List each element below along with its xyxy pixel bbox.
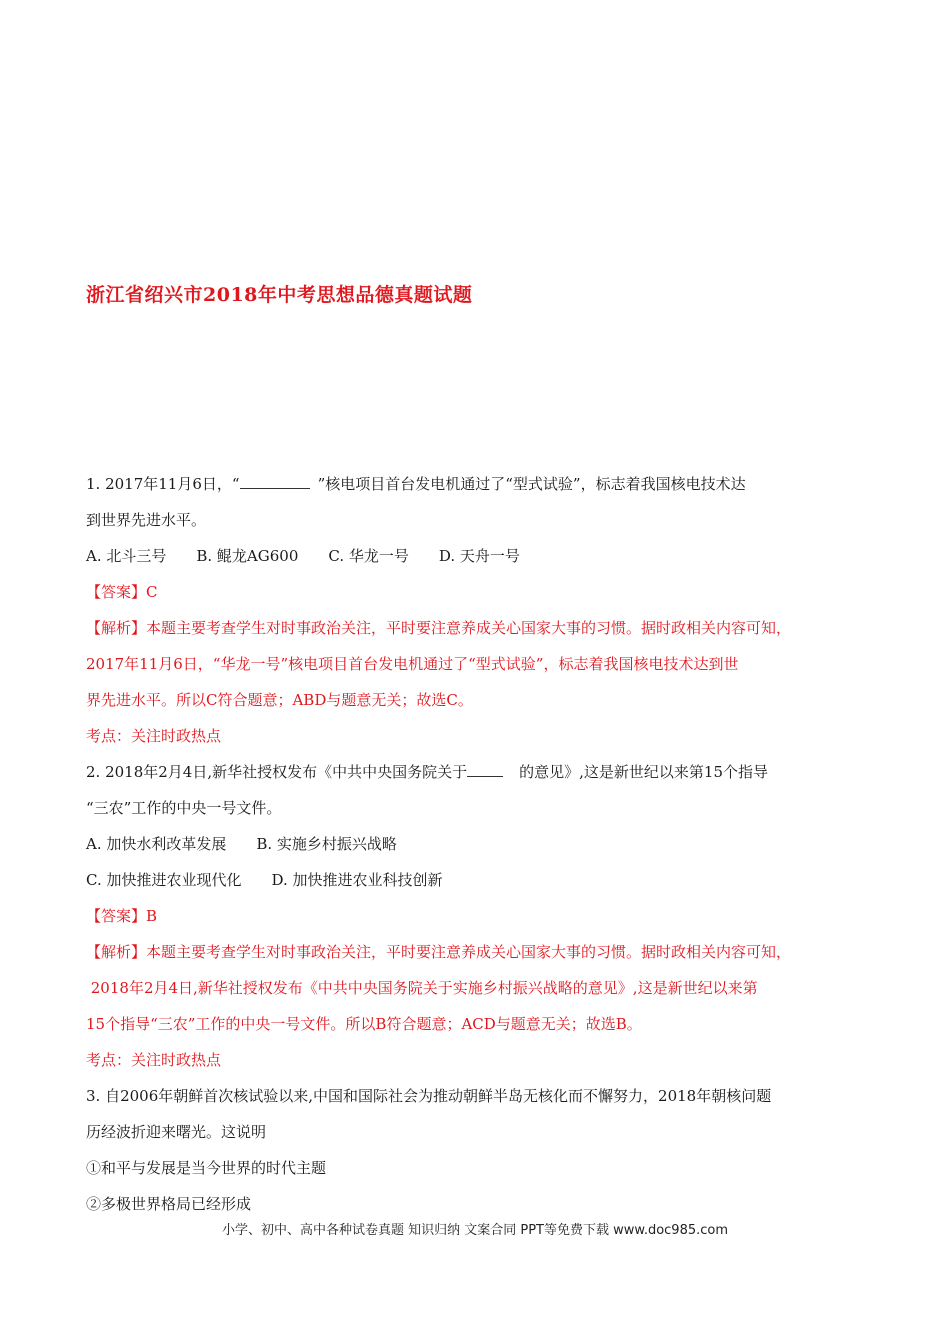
q1-line-1 (86, 466, 876, 502)
q1-option-a: A. 北斗三号 (86, 547, 167, 565)
q1-analysis-3: 界先进水平。所以C符合题意；ABD与题意无关；故选C。 (86, 691, 473, 709)
q2-option-b: B. 实施乡村振兴战略 (256, 835, 397, 853)
q2-point: 考点：关注时政热点 (86, 1051, 222, 1069)
q1-analysis-2: 2017年11月6日，“华龙一号”核电项目首台发电机通过了“型式试验”，标志着我国核电技术达到世 (86, 655, 739, 673)
q1-option-c: C. 华龙一号 (328, 547, 409, 565)
q1-point: 考点：关注时政热点 (86, 727, 222, 745)
q2-answer: 【答案】B (86, 907, 158, 925)
q3-item-1: ①和平与发展是当今世界的时代主题 (86, 1159, 327, 1177)
q3-line-1: 3. 自2006年朝鲜首次核试验以来,中国和国际社会为推动朝鲜半岛无核化而不懈努力，2018年朝核问题 (86, 1087, 772, 1105)
q1-analysis-1: 【解析】本题主要考查学生对时事政治关注，平时要注意养成关心国家大事的习惯。据时政相关内容可知， (86, 619, 792, 637)
q1-line-2: 到世界先进水平。 (86, 511, 207, 529)
q2-option-a: A. 加快水利改革发展 (86, 835, 227, 853)
q2-text-b: 的意见》,这是新世纪以来第15个指导 (519, 763, 768, 781)
q1-options (86, 538, 876, 574)
document-title: 浙江省绍兴市2018年中考思想品德真题试题 (86, 284, 473, 306)
q2-blank (467, 762, 503, 777)
q2-analysis-2: 2018年2月4日,新华社授权发布《中共中央国务院关于实施乡村振兴战略的意见》,这是新世纪以来第 (86, 979, 758, 997)
q3-item-2: ②多极世界格局已经形成 (86, 1195, 252, 1213)
q1-option-b: B. 鲲龙AG600 (196, 547, 299, 565)
q1-option-d: D. 天舟一号 (438, 547, 520, 565)
document-content (86, 466, 876, 1222)
q2-text-a: 2. 2018年2月4日,新华社授权发布《中共中央国务院关于 (86, 763, 468, 781)
q1-text-a: 1. 2017年11月6日，“ (86, 475, 240, 493)
page-footer: 小学、初中、高中各种试卷真题 知识归纳 文案合同 PPT等免费下载 www.doc985.com (221, 1223, 729, 1238)
q2-options-row-2 (86, 862, 876, 898)
q2-options-row-1 (86, 826, 876, 862)
q1-answer: 【答案】C (86, 583, 158, 601)
q2-option-d: D. 加快推进农业科技创新 (271, 871, 443, 889)
q2-option-c: C. 加快推进农业现代化 (86, 871, 242, 889)
q2-analysis-3: 15个指导“三农”工作的中央一号文件。所以B符合题意；ACD与题意无关；故选B。 (86, 1015, 642, 1033)
q2-analysis-1: 【解析】本题主要考查学生对时事政治关注，平时要注意养成关心国家大事的习惯。据时政相关内容可知， (86, 943, 792, 961)
q1-text-b: ”核电项目首台发电机通过了“型式试验”，标志着我国核电技术达 (317, 475, 746, 493)
q3-line-2: 历经波折迎来曙光。这说明 (86, 1123, 267, 1141)
q2-line-2: “三农”工作的中央一号文件。 (86, 799, 282, 817)
q1-blank (240, 474, 310, 489)
q2-line-1 (86, 754, 876, 790)
